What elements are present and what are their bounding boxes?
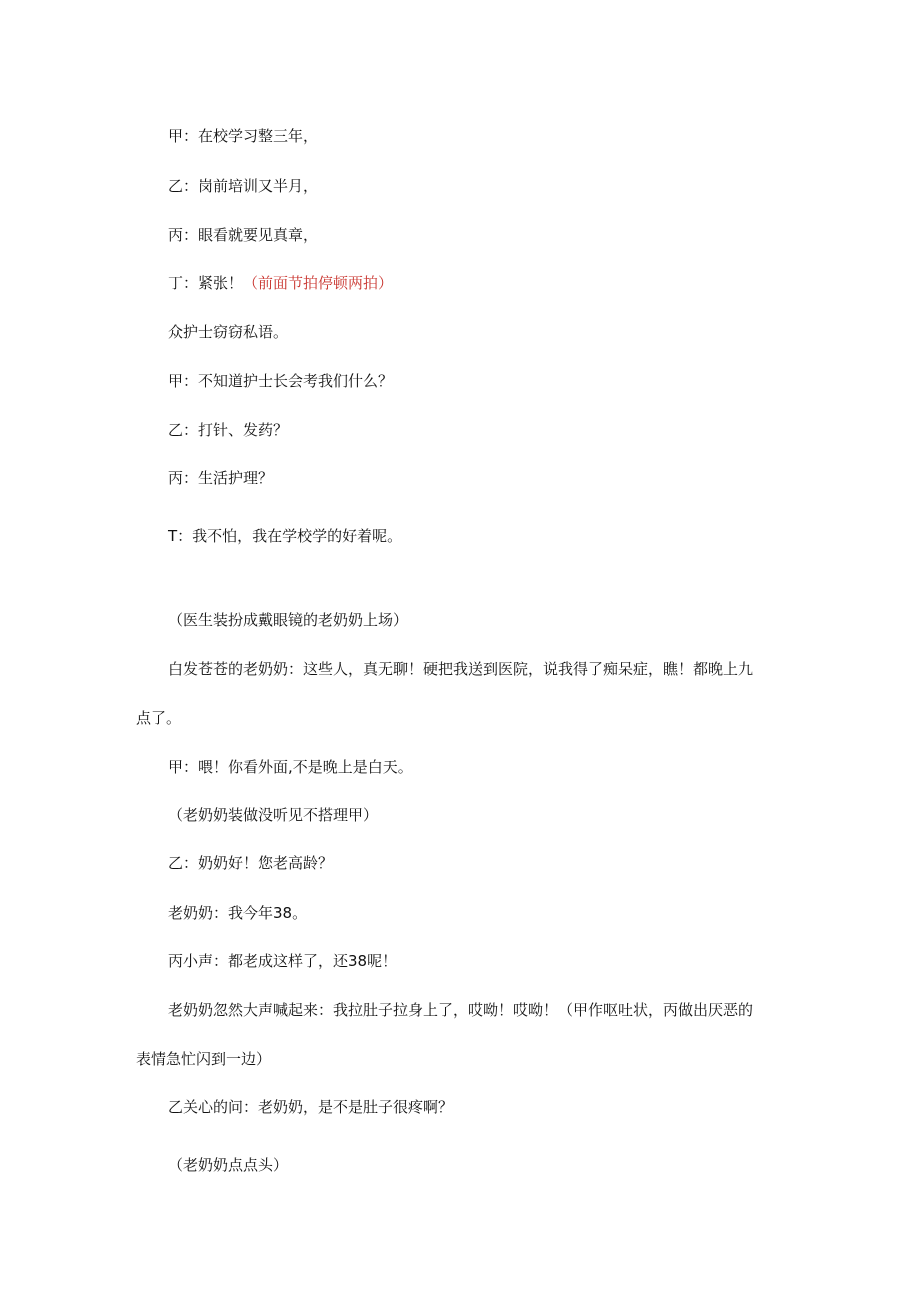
line-text: （老奶奶装做没听见不搭理甲）	[168, 806, 379, 824]
line-text: 丁：紧张！	[168, 274, 244, 292]
line-text: （老奶奶点点头）	[168, 1156, 289, 1174]
stage-direction	[168, 805, 378, 825]
line-text: 乙：打针、发药？	[168, 421, 289, 439]
dialogue-line	[168, 420, 288, 440]
dialogue-line-continuation	[136, 1049, 271, 1069]
line-text: 老奶奶忽然大声喊起来：我拉肚子拉身上了，哎呦！哎呦！（甲作呕吐状，丙做出厌恶的	[168, 1001, 754, 1019]
dialogue-line	[168, 1000, 753, 1020]
dialogue-line	[168, 176, 318, 196]
line-text: 白发苍苍的老奶奶：这些人，真无聊！硬把我送到医院，说我得了痴呆症，瞧！都晚上九	[168, 660, 754, 678]
dialogue-line	[168, 225, 318, 245]
stage-note: （前面节拍停顿两拍）	[243, 274, 394, 292]
line-text: 丙：生活护理？	[168, 469, 274, 487]
line-text: 甲：喂！你看外面,不是晚上是白天。	[168, 758, 413, 776]
stage-direction	[168, 1155, 288, 1175]
stage-direction	[168, 610, 408, 630]
dialogue-line	[168, 468, 273, 488]
dialogue-line	[168, 1097, 453, 1117]
dialogue-line	[168, 526, 402, 546]
line-text: 众护士窃窃私语。	[168, 323, 289, 341]
line-text: 乙关心的问：老奶奶，是不是肚子很疼啊？	[168, 1098, 454, 1116]
line-text: 表情急忙闪到一边）	[136, 1050, 272, 1068]
dialogue-line	[168, 322, 288, 342]
line-text: （医生装扮成戴眼镜的老奶奶上场）	[168, 611, 409, 629]
dialogue-line	[168, 273, 393, 293]
line-text: 丙：眼看就要见真章，	[168, 226, 319, 244]
line-text: 老奶奶：我今年38。	[168, 904, 308, 922]
line-text: 甲：不知道护士长会考我们什么？	[168, 372, 394, 390]
line-text: 点了。	[136, 709, 182, 727]
dialogue-line	[168, 951, 397, 971]
line-text: 甲：在校学习整三年，	[168, 127, 319, 145]
dialogue-line	[168, 853, 333, 873]
dialogue-line-continuation	[136, 708, 181, 728]
line-text: T：我不怕，我在学校学的好着呢。	[168, 527, 403, 545]
dialogue-line	[168, 757, 413, 777]
line-text: 乙：岗前培训又半月，	[168, 177, 319, 195]
line-text: 丙小声：都老成这样了，还38呢！	[168, 952, 398, 970]
dialogue-line	[168, 126, 318, 146]
dialogue-line	[168, 371, 393, 391]
dialogue-line	[168, 903, 307, 923]
line-text: 乙：奶奶好！您老高龄？	[168, 854, 334, 872]
dialogue-line	[168, 659, 753, 679]
